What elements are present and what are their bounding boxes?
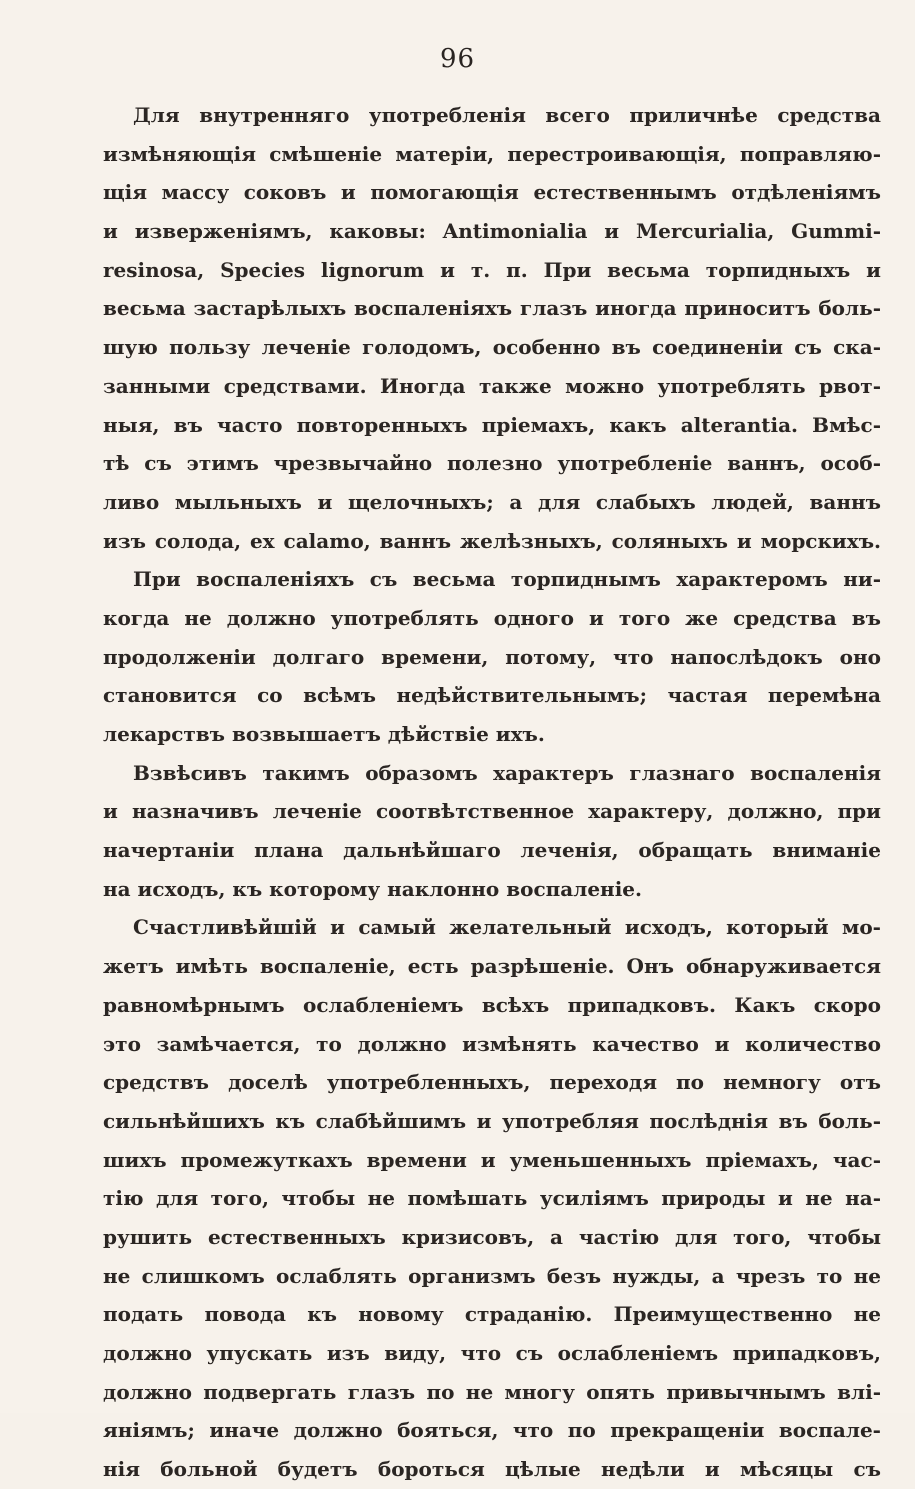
text-line: равномѣрнымъ ослабленіемъ всѣхъ припадковъ. Какъ скоро (103, 992, 881, 1017)
text-line: продолженіи долгаго времени, потому, что напослѣдокъ оно (103, 644, 881, 669)
text-line: должно упускать изъ виду, что съ ослабленіемъ припадковъ, (103, 1341, 881, 1365)
text-line: и назначивъ леченіе соотвѣтственное характеру, должно, при (103, 799, 881, 824)
text-line: это замѣчается, то должно измѣнять качество и количество (103, 1031, 881, 1056)
text-line: и изверженіямъ, каковы: Antimonialia и Mercurialia, Gummi- (103, 219, 881, 244)
text-line: подать повода къ новому страданію. Преимущественно не (103, 1302, 881, 1327)
text-line: изъ солода, ex calamo, ваннъ желѣзныхъ, соляныхъ и морскихъ. (103, 528, 881, 553)
text-line: ныя, въ часто повторенныхъ пріемахъ, какъ alterantia. Вмѣс- (103, 412, 881, 437)
text-line: Взвѣсивъ такимъ образомъ характеръ глазнаго воспаленія (133, 760, 881, 785)
text-line: тѣ съ этимъ чрезвычайно полезно употребленіе ваннъ, особ- (103, 451, 881, 476)
text-line: нія больной будетъ бороться цѣлые недѣли и мѣсяцы съ (103, 1457, 881, 1482)
text-line: сильнѣйшихъ къ слабѣйшимъ и употребляя послѣднія въ боль- (103, 1108, 881, 1133)
text-line: когда не должно употреблять одного и того же средства въ (103, 605, 881, 630)
text-line: Для внутренняго употребленія всего приличнѣе средства (133, 103, 881, 127)
page-number: 96 (439, 44, 476, 74)
body-text (103, 96, 881, 1489)
text-line: тію для того, чтобы не помѣшать усиліямъ природы и не на- (103, 1186, 881, 1211)
text-line: на исходъ, къ которому наклонно воспаленіе. (103, 876, 642, 901)
text-line: рушить естественныхъ кризисовъ, а частію для того, чтобы (103, 1224, 881, 1249)
text-line: Счастливѣйшій и самый желательный исходъ, который мо- (133, 915, 881, 940)
text-line: яніямъ; иначе должно бояться, что по прекращеніи воспале- (103, 1418, 881, 1443)
text-line: должно подвергать глазъ по не многу опять привычнымъ влі- (103, 1379, 881, 1404)
text-line: шую пользу леченіе голодомъ, особенно въ соединеніи съ ска- (103, 335, 881, 360)
text-line: становится со всѣмъ недѣйствительнымъ; частая перемѣна (103, 683, 881, 708)
text-line: весьма застарѣлыхъ воспаленіяхъ глазъ иногда приноситъ боль- (103, 296, 881, 321)
text-line: измѣняющія смѣшеніе матеріи, перестроивающія, поправляю- (103, 141, 881, 166)
text-line: щія массу соковъ и помогающія естественнымъ отдѣленіямъ (103, 180, 881, 205)
text-line: средствъ доселѣ употребленныхъ, переходя по немногу отъ (103, 1070, 881, 1095)
text-line: resinosa, Species lignorum и т. п. При весьма торпидныхъ и (103, 257, 881, 282)
text-line: ливо мыльныхъ и щелочныхъ; а для слабыхъ людей, ваннъ (103, 489, 881, 514)
text-line: шихъ промежуткахъ времени и уменьшенныхъ пріемахъ, час- (103, 1147, 881, 1172)
text-line: начертаніи плана дальнѣйшаго леченія, обращать вниманіе (103, 838, 881, 863)
text-line: занными средствами. Иногда также можно употреблять рвот- (103, 373, 881, 398)
text-line: При воспаленіяхъ съ весьма торпиднымъ характеромъ ни- (133, 567, 881, 592)
text-line: жетъ имѣть воспаленіе, есть разрѣшеніе. Онъ обнаруживается (103, 954, 881, 979)
text-line: не слишкомъ ослаблять организмъ безъ нужды, а чрезъ то не (103, 1263, 881, 1288)
text-line: лекарствъ возвышаетъ дѣйствіе ихъ. (103, 722, 545, 746)
